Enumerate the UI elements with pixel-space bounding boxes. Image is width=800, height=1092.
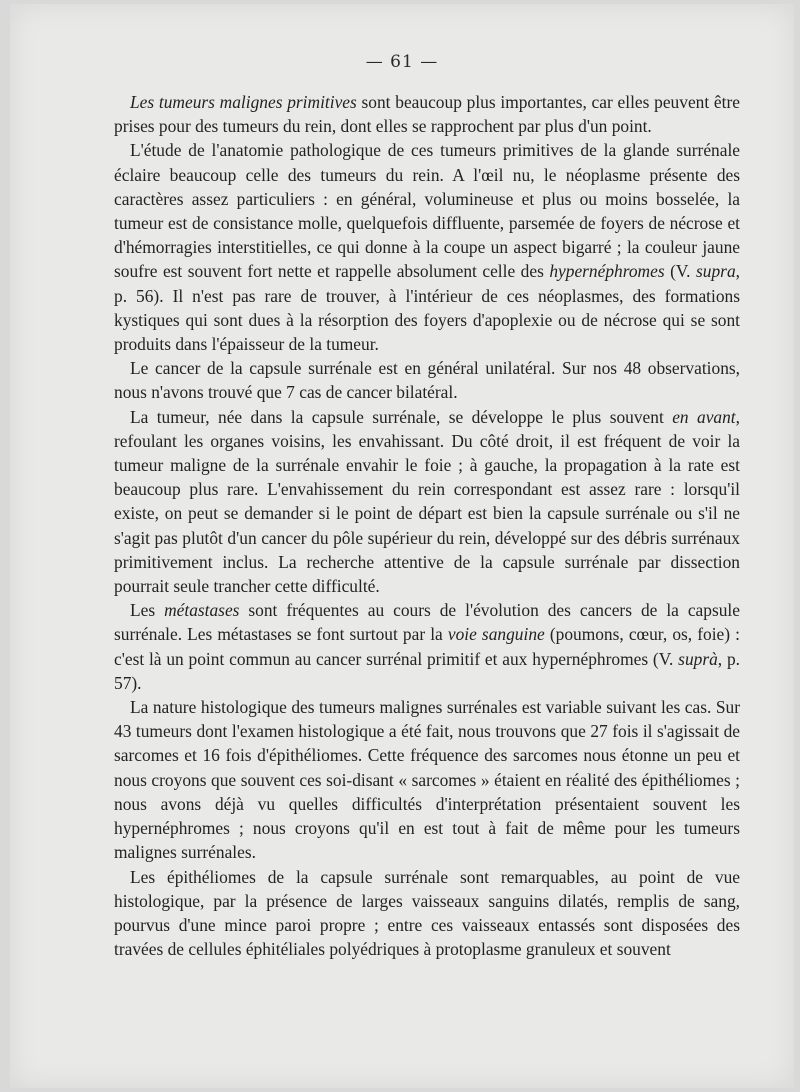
text-run: Les épithéliomes de la capsule surrénale sont remarquables, au point de vue histologique, par la présence de larges vaisseaux sanguins dilatés, remplis de sang, pourvus d'une mince paroi propre ; entre ces vaisseaux entassés sont disposées des travées de cellules éphitéliales polyédriques à protoplasme granuleux et souvent (114, 866, 740, 960)
text-run: , p. 57). (114, 648, 740, 693)
paragraph (114, 356, 740, 404)
italic-run: en avant (672, 406, 736, 427)
text-run: La tumeur, née dans la capsule surrénale, se développe le plus souvent (130, 406, 673, 427)
page-sheet (10, 4, 794, 1088)
text-run: La nature histologique des tumeurs malignes surrénales est variable suivant les cas. Sur 43 tumeurs dont l'examen histologique a été fait, nous trouvons que 27 fois il s'agissait de sarcomes et 16 fois d'épithéliomes. Cette fréquence des sarcomes nous étonne un peu et nous croyons que souvent ces soi-disant « sarcomes » étaient en réalité des épithéliomes ; nous avons déjà vu quelles difficultés d'interprétation présentaient souvent les hypernéphromes ; nous croyons qu'il en est tout à fait de même pour les tumeurs malignes surrénales. (114, 697, 740, 863)
text-run: (V. (664, 261, 697, 282)
italic-run: voie sanguine (447, 624, 545, 645)
text-run: sont beaucoup plus importantes, car elles peuvent être prises pour des tumeurs du rein, dont elles se rapprochent par plus d'un point. (114, 92, 740, 137)
paragraph (114, 695, 740, 864)
paragraph (114, 598, 740, 695)
paragraph (114, 138, 740, 356)
italic-run: suprà (678, 648, 718, 669)
paragraph (114, 865, 740, 962)
italic-run: hypernéphromes (549, 261, 665, 282)
paragraph (114, 90, 740, 138)
text-run: Le cancer de la capsule surrénale est en général unilatéral. Sur nos 48 observations, nous n'avons trouvé que 7 cas de cancer bilatéral. (114, 358, 740, 403)
text-run: sont fréquentes au cours de l'évolution des cancers de la capsule surrénale. Les métastases se font surtout par la (114, 600, 740, 645)
page-number: — 61 — (365, 52, 439, 72)
text-run: , p. 56). Il n'est pas rare de trouver, à l'intérieur de ces néoplasmes, des formations kystiques qui sont dues à la résorption des foyers d'apoplexie ou de nécrose qui se sont produits dans l'épaisseur de la tumeur. (114, 261, 740, 355)
text-run: , refoulant les organes voisins, les envahissant. Du côté droit, il est fréquent de voir la tumeur maligne de la surrénale envahir le foie ; à gauche, la propagation à la rate est beaucoup plus rare. L'envahissement du rein correspondant est assez rare : lorsqu'il existe, on peut se demander si le point de départ est bien la capsule surrénale ou s'il ne s'agit pas plutôt d'un cancer du pôle supérieur du rein, développé sur des débris surrénaux primitivement inclus. La recherche attentive de la capsule surrénale par dissection pourrait seule trancher cette difficulté. (114, 406, 740, 597)
text-run: (poumons, cœur, os, foie) : c'est là un point commun au cancer surrénal primitif et aux hypernéphromes (V. (114, 624, 740, 669)
text-run: Les (130, 600, 165, 621)
body-text (114, 90, 740, 961)
text-run: L'étude de l'anatomie pathologique de ces tumeurs primitives de la glande surrénale éclaire beaucoup celle des tumeurs du rein. A l'œil nu, le néoplasme présente des caractères assez particuliers : en général, volumineuse et plus ou moins bosselée, la tumeur est de consistance molle, quelquefois diffluente, parsemée de foyers de nécrose et d'hémorragies interstitielles, ce qui donne à la coupe un aspect bigarré ; la couleur jaune soufre est souvent fort nette et rappelle absolument celle des (114, 140, 740, 282)
paragraph (114, 405, 740, 599)
italic-run: Les tumeurs malignes primitives (130, 92, 357, 112)
italic-run: supra (696, 261, 736, 282)
italic-run: métastases (164, 600, 240, 621)
